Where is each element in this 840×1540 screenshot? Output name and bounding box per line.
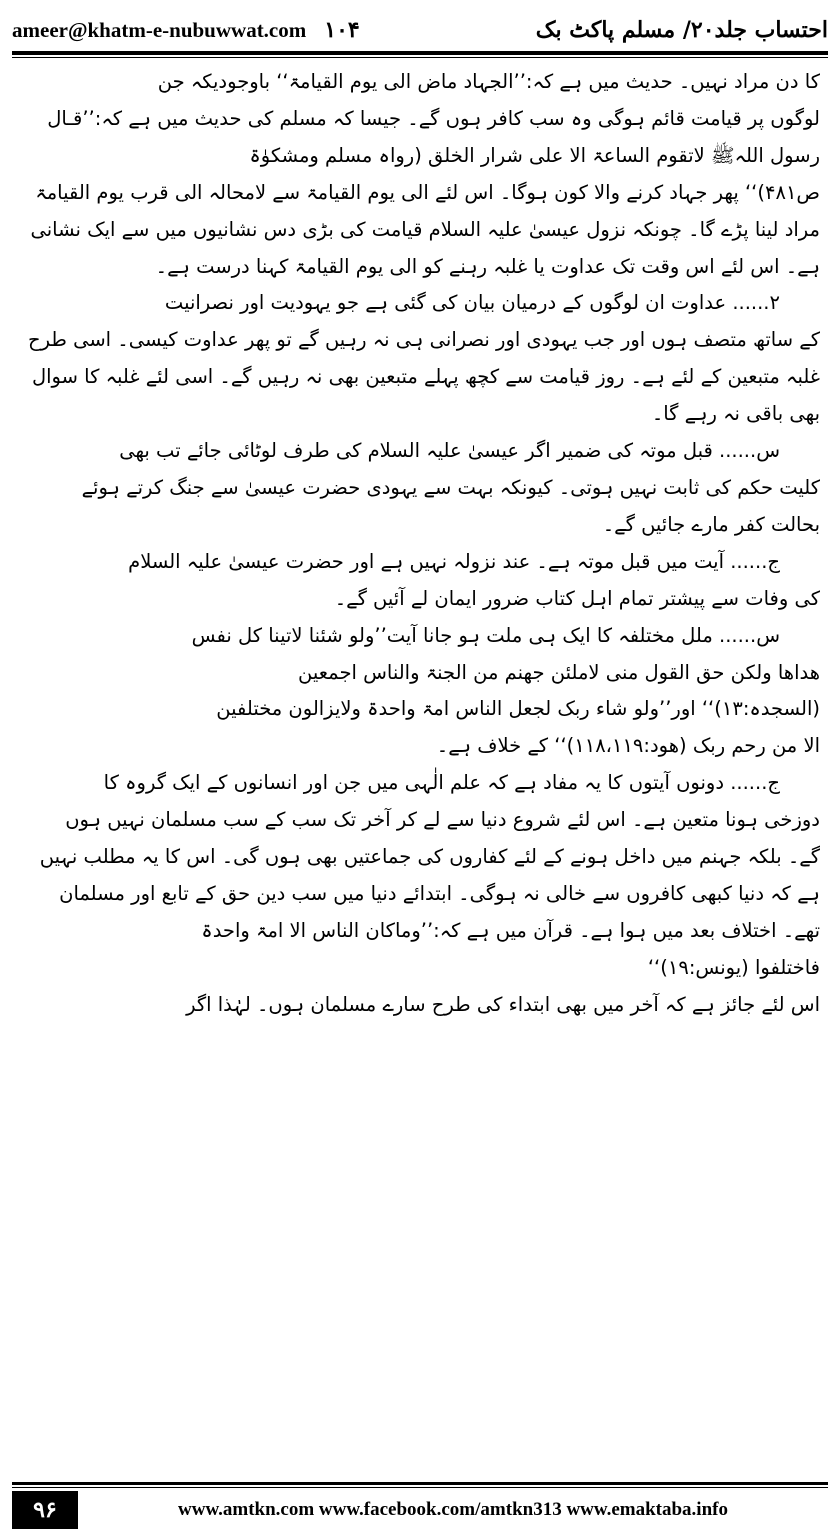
body-line: کی وفات سے پیشتر تمام اہل کتاب ضرور ایمان لے آئیں گے۔ (334, 586, 820, 610)
body-line: کلیت حکم کی ثابت نہیں ہوتی۔ کیونکہ بہت سے یہودی حضرت عیسیٰ سے جنگ کرتے ہوئے (81, 475, 820, 499)
page-header (12, 12, 828, 48)
footer-page-number: ۹۶ (12, 1491, 78, 1529)
body-line: ہے کہ دنیا کبھی کافروں سے خالی نہ ہوگی۔ ابتدائے دنیا میں سب دین حق کے تابع اور مسلمان (59, 881, 820, 905)
body-line: رسول اللہﷺ لاتقوم الساعۃ الا علی شرار الخلق (رواہ مسلم ومشکوٰۃ (249, 143, 820, 167)
body-line: گے۔ بلکہ جہنم میں داخل ہونے کے لئے کفاروں کی جماعتیں بھی ہوں گی۔ اس کا یہ مطلب نہیں (39, 845, 820, 869)
header-book-title: احتساب جلد۲۰/ مسلم پاکٹ بک (535, 17, 828, 43)
body-line: لوگوں پر قیامت قائم ہوگی وہ سب کافر ہوں گے۔ جیسا کہ مسلم کی حدیث میں ہے کہ:’’قـال (47, 106, 820, 130)
body-line: س...... قبل موتہ کی ضمیر اگر عیسیٰ علیہ السلام کی طرف لوٹائی جائے تب بھی (119, 439, 780, 463)
body-line: اس لئے جائز ہے کہ آخر میں بھی ابتداء کی طرح سارے مسلمان ہوں۔ لہٰذا اگر (186, 992, 820, 1016)
footer-links: www.amtkn.com www.facebook.com/amtkn313 www.emaktaba.info (178, 1499, 728, 1520)
body-line: ہے۔ اس لئے اس وقت تک عداوت یا غلبہ رہنے کو الی یوم القیامۃ کہنا درست ہے۔ (155, 254, 820, 278)
page-footer (12, 1490, 828, 1530)
header-page-number: ۱۰۴ (324, 17, 360, 43)
body-line: دوزخی ہونا متعین ہے۔ اس لئے شروع دنیا سے لے کر آخر تک سب کے سب مسلمان نہیں ہوں (65, 808, 820, 832)
body-line: ۲...... عداوت ان لوگوں کے درمیان بیان کی گئی ہے جو یہودیت اور نصرانیت (164, 291, 780, 315)
body-line: ج...... آیت میں قبل موتہ ہے۔ عند نزولہ نہیں ہے اور حضرت عیسیٰ علیہ السلام (128, 549, 780, 573)
body-line: بھی باقی نہ رہے گا۔ (651, 402, 820, 426)
body-line: کا دن مراد نہیں۔ حدیث میں ہے کہ:’’الجہاد ماض الی یوم القیامۃ‘‘ باوجودیکہ جن (157, 70, 820, 93)
body-line: ج...... دونوں آیتوں کا یہ مفاد ہے کہ علم الٰہی میں جن اور انسانوں کے ایک گروہ کا (103, 771, 780, 795)
body-line: مراد لینا پڑے گا۔ چونکہ نزول عیسیٰ علیہ السلام قیامت کی بڑی دس نشانیوں میں سے ایک نشانی (30, 217, 820, 241)
body-line: ھداھا ولکن حق القول منی لاملئن جھنم من الجنۃ والناس اجمعین (298, 660, 820, 684)
footer-rule-thick (12, 1482, 828, 1485)
body-line: تھے۔ اختلاف بعد میں ہوا ہے۔ قرآن میں ہے کہ:’’وماکان الناس الا امۃ واحدۃ (201, 918, 820, 942)
body-line: ص۴۸۱)‘‘ پھر جہاد کرنے والا کون ہوگا۔ اس لئے الی یوم القیامۃ سے لامحالہ الی قرب یوم القیامۃ (35, 180, 820, 204)
body-line: الا من رحم ربک (ھود:۱۱۸،۱۱۹)‘‘ کے خلاف ہے۔ (436, 734, 820, 758)
header-email: ameer@khatm-e-nubuwwat.com (12, 17, 307, 42)
body-line: فاختلفوا (یونس:۱۹)‘‘ (647, 955, 820, 979)
body-line: غلبہ متبعین کے لئے ہے۔ روز قیامت سے کچھ پہلے متبعین بھی نہ رہیں گے۔ اسی لئے غلبہ کا سوال (31, 365, 820, 389)
header-rule-thin (12, 57, 828, 58)
footer-rule-thin (12, 1487, 828, 1488)
header-rule-thick (12, 51, 828, 55)
body-line: کے ساتھ متصف ہوں اور جب یہودی اور نصرانی ہی نہ رہیں گے تو پھر عداوت کیسی۔ اسی طرح (28, 328, 820, 352)
header-left (12, 17, 360, 43)
page-body (20, 64, 820, 1450)
body-line: (السجدہ:۱۳)‘‘ اور’’ولو شاء ربک لجعل الناس امۃ واحدۃ ولایزالون مختلفین (216, 697, 820, 721)
body-line: بحالت کفر مارے جائیں گے۔ (602, 512, 820, 536)
body-line: س...... ملل مختلفہ کا ایک ہی ملت ہو جانا آیت’’ولو شئنا لاتینا کل نفس (191, 623, 780, 647)
